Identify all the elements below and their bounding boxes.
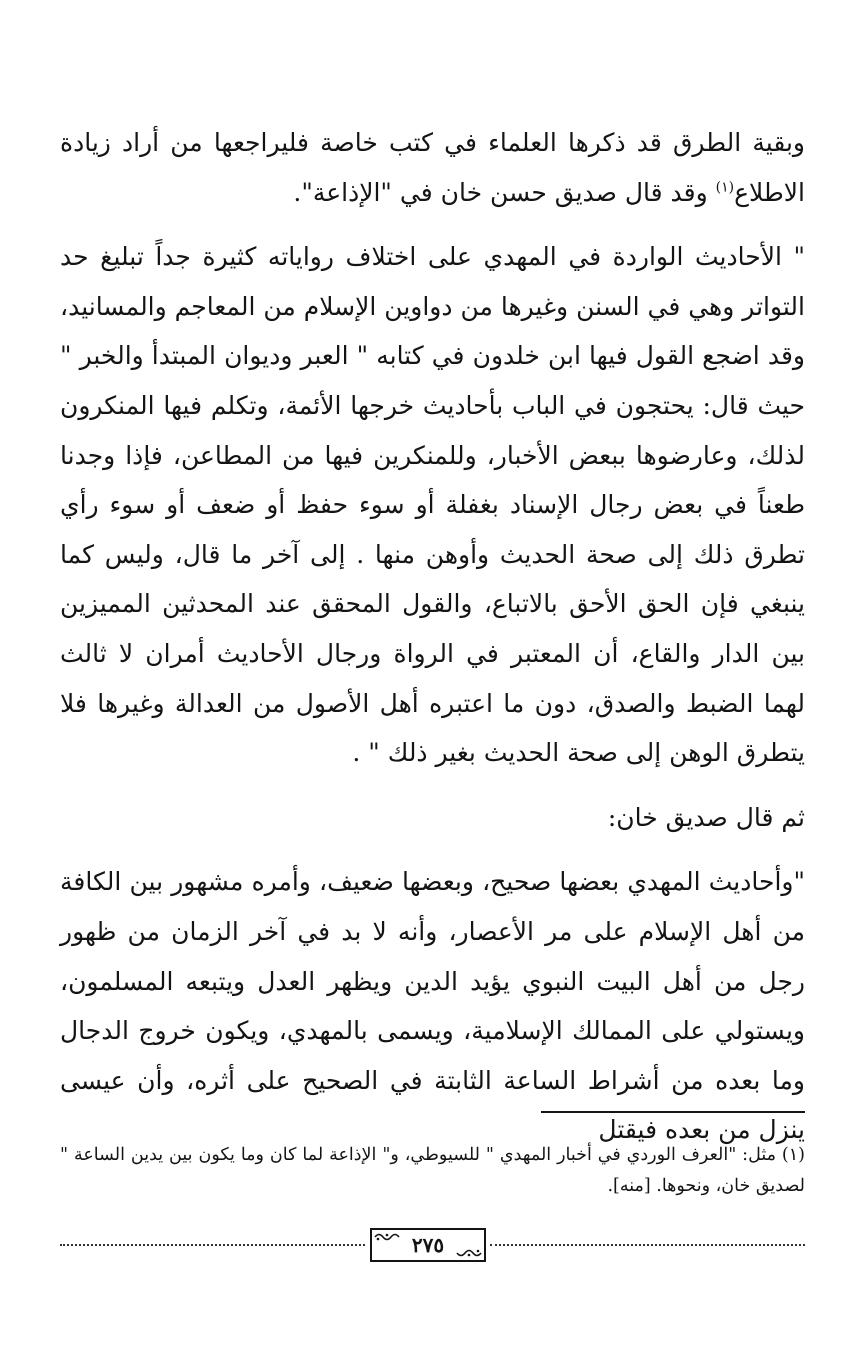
paragraph-1-tail: وقد قال صديق حسن خان في "الإذاعة". [293,177,716,207]
page-footer [60,1228,805,1268]
page-number: ٢٧٥ [411,1233,445,1257]
page-body [60,118,805,1155]
footer-dotted-rule-left [60,1244,365,1246]
footnote-1: (١) مثل: "العرف الوردي في أخبار المهدي " للسيوطي، و" الإذاعة لما كان وما يكون بين يدين الساعة " لصديق خان، ونحوها. [منه]. [60,1145,805,1196]
paragraph-1-text: وبقية الطرق قد ذكرها العلماء في كتب خاصة فليراجعها من أراد زيادة الاطلاع [60,128,805,207]
paragraph-1 [60,118,805,217]
paragraph-2: " الأحاديث الواردة في المهدي على اختلاف رواياته كثيرة جداً تبليغ حد التواتر وهي في السنن وغيرها من دواوين الإسلام من المعاجم والمسانيد، وقد اضجع القول فيها ابن خلدون في كتابه " العبر وديوان المبتدأ والخبر " حيث قال: يحتجون في الباب بأحاديث خرجها الأئمة، وتكلم فيها المنكرون لذلك، وعارضوها ببعض الأخبار، وللمنكرين فيها من المطاعن، فإذا وجدنا طعناً في بعض رجال الإسناد بغفلة أو سوء حفظ أو ضعف أو سوء رأي تطرق ذلك إلى صحة الحديث وأوهن منها . إلى آخر ما قال، وليس كما ينبغي فإن الحق الأحق بالاتباع، والقول المحقق عند المحدثين المميزين بين الدار والقاع، أن المعتبر في الرواة ورجال الأحاديث أمران لا ثالث لهما الضبط والصدق، دون ما اعتبره أهل الأصول من العدالة وغيرها فلا يتطرق الوهن إلى صحة الحديث بغير ذلك " . [60,242,805,768]
ornament-icon [374,1232,400,1242]
page-number-frame [370,1228,486,1262]
footnotes [60,1140,805,1202]
main-text [60,118,805,1155]
ornament-icon [456,1248,482,1258]
footer-dotted-rule-right [490,1244,805,1246]
footnote-separator [541,1111,805,1113]
paragraph-3: ثم قال صديق خان: [607,802,805,832]
footnote-reference: (١) [715,179,735,196]
paragraph-4: "وأحاديث المهدي بعضها صحيح، وبعضها ضعيف، وأمره مشهور بين الكافة من أهل الإسلام على مر الأعصار، وأنه لا بد في آخر الزمان من ظهور رجل من أهل البيت النبوي يؤيد الدين ويظهر العدل ويتبعه المسلمون، ويستولي على الممالك الإسلامية، ويسمى بالمهدي، ويكون خروج الدجال وما بعده من أشراط الساعة الثابتة في الصحيح على أثره، وأن عيسى ينزل من بعده فيقتل [60,867,805,1145]
